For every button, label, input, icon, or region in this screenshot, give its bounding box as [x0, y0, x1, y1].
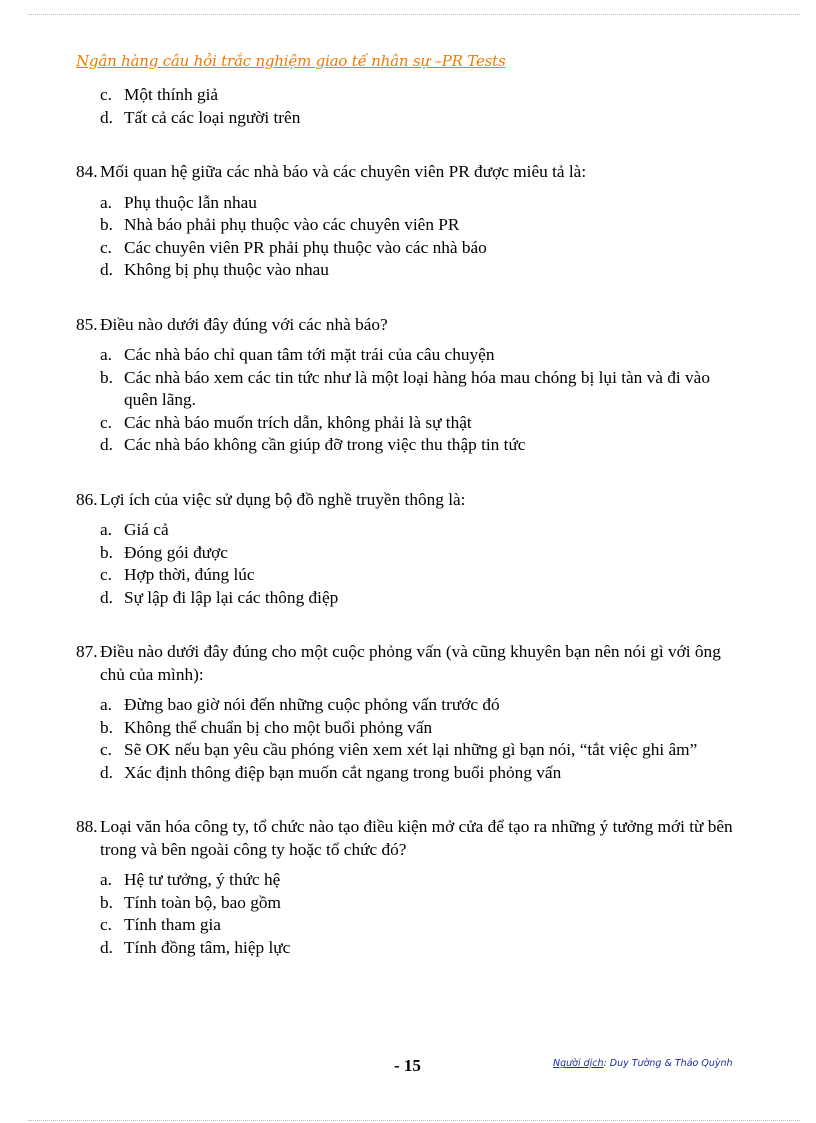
- question-number: 88.: [76, 817, 98, 836]
- option-letter: c.: [100, 740, 112, 759]
- question-85: [76, 314, 744, 337]
- option-letter: a.: [100, 192, 112, 212]
- option-item: [76, 192, 744, 215]
- running-header: Ngân hàng câu hỏi trắc nghiệm giao tế nhân sự –PR Tests: [76, 52, 506, 70]
- credit-label: Người dịch: [553, 1058, 604, 1069]
- option-text: Sẽ OK nếu bạn yêu cầu phóng viên xem xét lại những gì bạn nói, “tắt việc ghi âm”: [124, 740, 698, 759]
- option-item: [76, 367, 744, 412]
- option-text: Không thể chuẩn bị cho một buổi phỏng vấn: [124, 717, 433, 737]
- question-text: Điều nào dưới đây đúng cho một cuộc phỏng vấn (và cũng khuyên bạn nên nói gì với ông chủ của mình):: [100, 642, 721, 684]
- option-text: Sự lập đi lập lại các thông điệp: [124, 587, 339, 607]
- question-87: [76, 641, 744, 686]
- option-letter: b.: [100, 892, 113, 912]
- option-item: [76, 259, 744, 282]
- question-text: Điều nào dưới đây đúng với các nhà báo?: [100, 314, 388, 334]
- option-letter: c.: [100, 85, 112, 104]
- option-letter: d.: [100, 587, 113, 607]
- option-text: Đừng bao giờ nói đến những cuộc phỏng vấn trước đó: [124, 695, 500, 714]
- option-text: Tính toàn bộ, bao gồm: [124, 892, 281, 912]
- option-text: Các chuyên viên PR phải phụ thuộc vào các nhà báo: [124, 237, 487, 257]
- option-text: Giá cả: [124, 520, 169, 539]
- option-item: [76, 717, 744, 740]
- option-letter: c.: [100, 915, 112, 934]
- option-letter: b.: [100, 215, 113, 234]
- option-text: Hợp thời, đúng lúc: [124, 565, 255, 584]
- question-number: 86.: [76, 489, 98, 509]
- question-list: [76, 84, 744, 959]
- option-item: [76, 587, 744, 610]
- option-text: Hệ tư tưởng, ý thức hệ: [124, 870, 281, 889]
- question-84: [76, 161, 744, 184]
- option-letter: a.: [100, 695, 112, 714]
- option-item: [76, 519, 744, 542]
- option-item: [76, 564, 744, 587]
- option-letter: b.: [100, 367, 113, 387]
- question-86: [76, 489, 744, 512]
- option-item: [76, 237, 744, 260]
- option-item: [76, 344, 744, 367]
- option-text: Đóng gói được: [124, 542, 228, 562]
- option-letter: c.: [100, 565, 112, 584]
- option-text: Tính đồng tâm, hiệp lực: [124, 937, 291, 957]
- option-text: Nhà báo phải phụ thuộc vào các chuyên viên PR: [124, 215, 460, 234]
- option-text: Xác định thông điệp bạn muốn cắt ngang trong buổi phỏng vấn: [124, 762, 562, 782]
- option-letter: c.: [100, 237, 112, 257]
- option-letter: a.: [100, 520, 112, 539]
- option-text: Không bị phụ thuộc vào nhau: [124, 260, 329, 279]
- question-text: Loại văn hóa công ty, tổ chức nào tạo điều kiện mở cửa để tạo ra những ý tưởng mới từ bên trong và bên ngoài công ty hoặc tổ chức đó?: [100, 817, 733, 859]
- question-number: 87.: [76, 642, 98, 661]
- option-letter: c.: [100, 412, 112, 432]
- option-item: [76, 214, 744, 237]
- option-item: [76, 107, 744, 130]
- option-item: [76, 937, 744, 960]
- option-letter: d.: [100, 435, 113, 454]
- option-letter: d.: [100, 937, 113, 957]
- question-number: 85.: [76, 314, 98, 334]
- option-text: Các nhà báo không cần giúp đỡ trong việc thu thập tin tức: [124, 435, 526, 454]
- page-number: - 15: [394, 1056, 421, 1075]
- option-item: [76, 892, 744, 915]
- option-letter: b.: [100, 717, 113, 737]
- option-item: [76, 542, 744, 565]
- option-item: [76, 739, 744, 762]
- option-item: [76, 412, 744, 435]
- option-item: [76, 869, 744, 892]
- question-text: Lợi ích của việc sử dụng bộ đồ nghề truyền thông là:: [100, 489, 466, 509]
- option-text: Một thính giả: [124, 85, 219, 104]
- option-letter: a.: [100, 345, 112, 364]
- option-letter: d.: [100, 107, 113, 127]
- option-text: Tất cả các loại người trên: [124, 107, 301, 127]
- option-item: [76, 84, 744, 107]
- option-text: Các nhà báo xem các tin tức như là một loại hàng hóa mau chóng bị lụi tàn và đi vào quên lãng.: [124, 367, 710, 409]
- option-item: [76, 914, 744, 937]
- question-number: 84.: [76, 162, 98, 181]
- question-88: [76, 816, 744, 861]
- translator-credit: [553, 1058, 733, 1069]
- option-text: Tính tham gia: [124, 915, 221, 934]
- option-letter: b.: [100, 542, 113, 562]
- credit-names: : Duy Tường & Thảo Quỳnh: [603, 1058, 733, 1069]
- option-text: Phụ thuộc lẫn nhau: [124, 192, 257, 212]
- option-item: [76, 434, 744, 457]
- option-item: [76, 694, 744, 717]
- option-letter: d.: [100, 762, 113, 782]
- option-letter: a.: [100, 870, 112, 889]
- option-text: Các nhà báo chỉ quan tâm tới mặt trái của câu chuyện: [124, 345, 495, 364]
- option-letter: d.: [100, 260, 113, 279]
- option-item: [76, 762, 744, 785]
- option-text: Các nhà báo muốn trích dẫn, không phải là sự thật: [124, 412, 472, 432]
- question-text: Mối quan hệ giữa các nhà báo và các chuyên viên PR được miêu tả là:: [100, 162, 587, 181]
